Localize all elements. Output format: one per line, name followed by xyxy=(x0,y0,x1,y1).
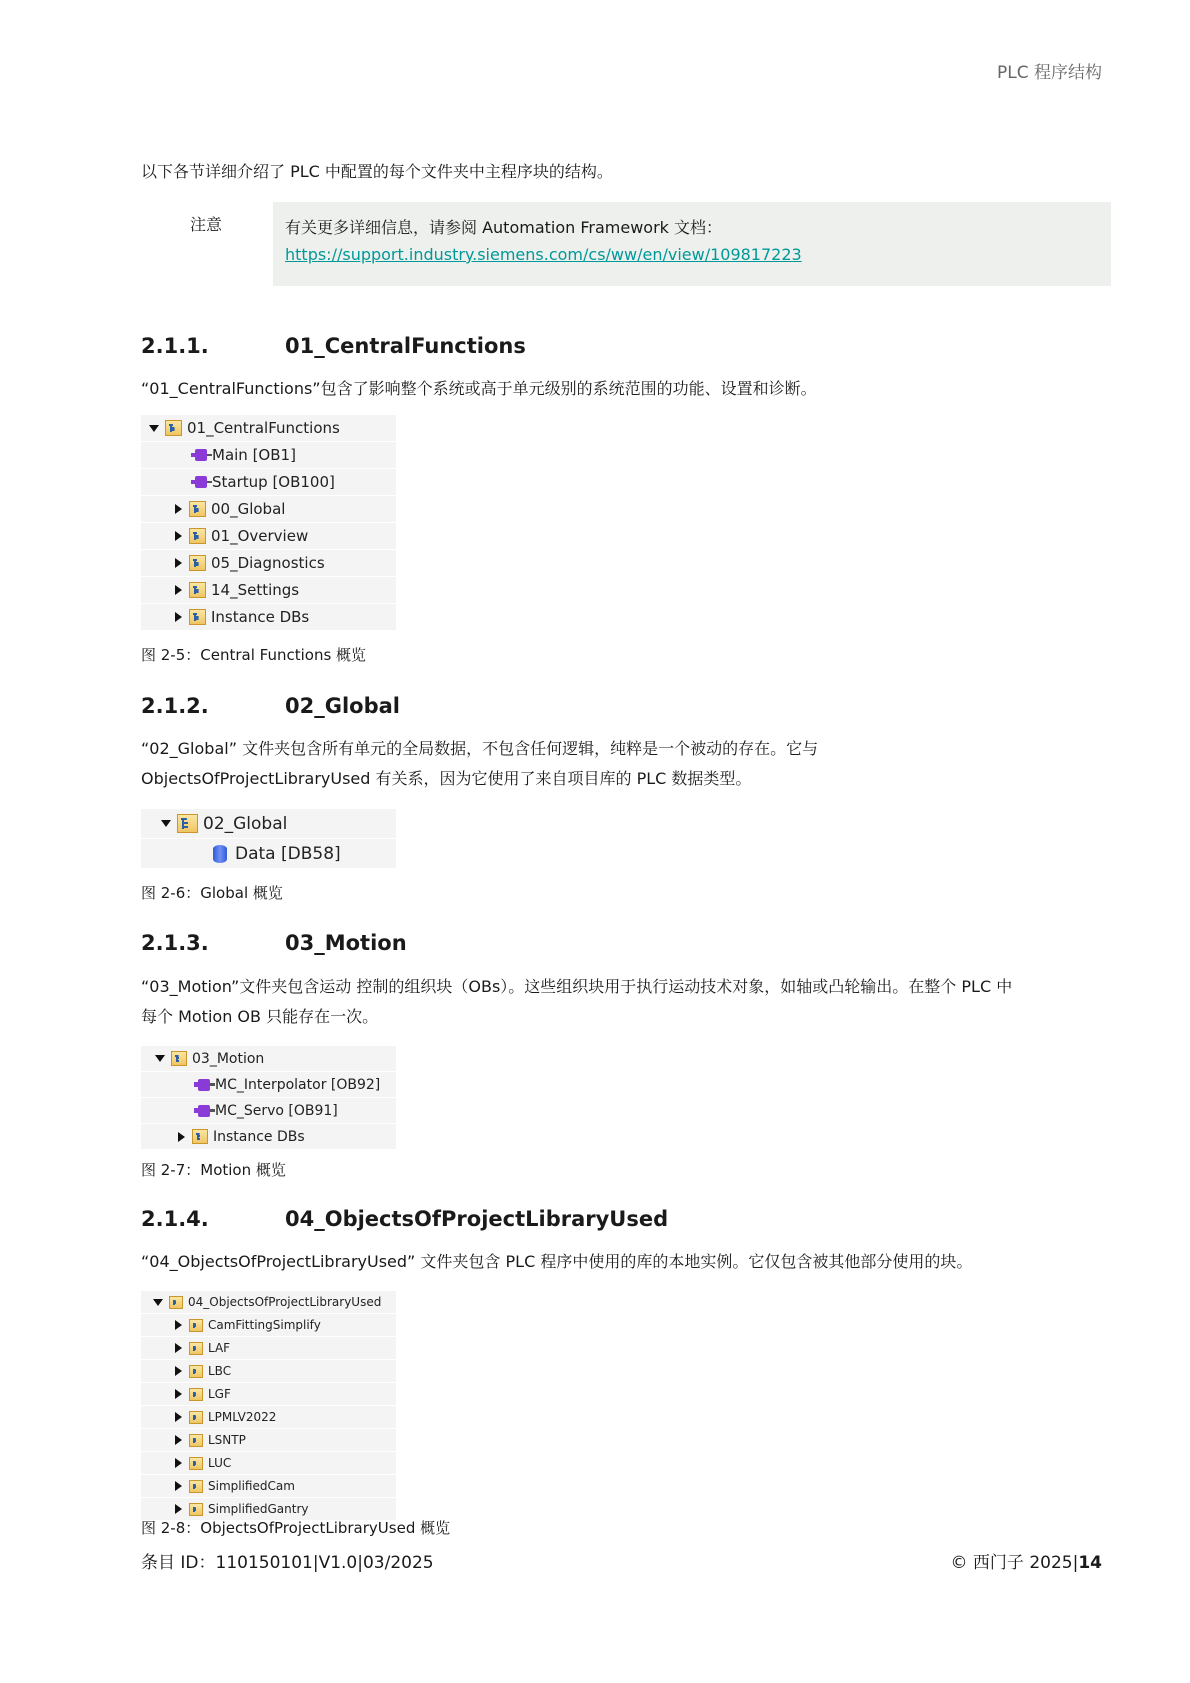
tree-item-label: LBC xyxy=(208,1364,232,1378)
figure-caption: 图 2-8：ObjectsOfProjectLibraryUsed 概览 xyxy=(141,1519,451,1537)
tree-item-label: Data [DB58] xyxy=(235,843,341,864)
tree-item[interactable] xyxy=(141,442,396,469)
expand-right-icon[interactable] xyxy=(175,531,182,541)
copyright: © 西门子 2025| xyxy=(950,1553,1079,1573)
expand-right-icon[interactable] xyxy=(175,558,182,568)
tree-item-label: Startup [OB100] xyxy=(212,473,335,491)
data-block-icon xyxy=(213,845,227,863)
tree-item-label: SimplifiedGantry xyxy=(208,1502,309,1516)
tree-item[interactable] xyxy=(141,1429,396,1452)
folder-icon xyxy=(171,1051,187,1066)
project-tree-central-functions xyxy=(141,415,396,631)
document-id: 条目 ID：110150101|V1.0|03/2025 xyxy=(141,1553,434,1573)
folder-icon xyxy=(189,501,206,517)
expand-right-icon[interactable] xyxy=(175,612,182,622)
section-title: 02_Global xyxy=(285,694,400,718)
folder-icon xyxy=(177,814,198,833)
section-number: 2.1.2. xyxy=(141,694,209,718)
tree-item-label: LPMLV2022 xyxy=(208,1410,277,1424)
expand-down-icon[interactable] xyxy=(161,820,171,827)
expand-right-icon[interactable] xyxy=(175,1435,182,1445)
figure-caption: 图 2-6：Global 概览 xyxy=(141,884,283,902)
tree-item[interactable] xyxy=(141,496,396,523)
folder-icon xyxy=(189,1365,203,1378)
section-body: “01_CentralFunctions”包含了影响整个系统或高于单元级别的系统范围的功能、设置和诊断。 xyxy=(141,379,817,398)
folder-icon xyxy=(189,1434,203,1447)
intro-paragraph: 以下各节详细介绍了 PLC 中配置的每个文件夹中主程序块的结构。 xyxy=(141,162,613,181)
tree-item-label: LUC xyxy=(208,1456,232,1470)
tree-item[interactable] xyxy=(141,1337,396,1360)
tree-item-label: LAF xyxy=(208,1341,231,1355)
tree-item[interactable] xyxy=(141,1452,396,1475)
folder-icon xyxy=(189,1411,203,1424)
tree-item[interactable] xyxy=(141,577,396,604)
tree-item-label: 00_Global xyxy=(211,500,286,518)
tree-item[interactable] xyxy=(141,839,396,869)
folder-icon xyxy=(189,1503,203,1516)
motion-organization-block-icon xyxy=(198,1105,210,1117)
tree-item[interactable] xyxy=(141,604,396,631)
tree-item[interactable] xyxy=(141,1314,396,1337)
tree-root[interactable] xyxy=(141,809,396,839)
expand-right-icon[interactable] xyxy=(175,1481,182,1491)
running-header: PLC 程序结构 xyxy=(997,63,1102,83)
expand-down-icon[interactable] xyxy=(155,1055,165,1062)
tree-item-label: MC_Servo [OB91] xyxy=(215,1102,338,1119)
tree-item-label: MC_Interpolator [OB92] xyxy=(215,1076,381,1093)
folder-icon xyxy=(169,1296,183,1309)
section-number: 2.1.3. xyxy=(141,931,209,955)
project-tree-motion xyxy=(141,1046,396,1150)
expand-right-icon[interactable] xyxy=(175,504,182,514)
tree-root-label: 02_Global xyxy=(203,813,288,834)
folder-icon xyxy=(189,1457,203,1470)
tree-item[interactable] xyxy=(141,1124,396,1150)
note-box xyxy=(273,202,1111,286)
section-title: 03_Motion xyxy=(285,931,407,955)
tree-item[interactable] xyxy=(141,1383,396,1406)
section-title: 01_CentralFunctions xyxy=(285,334,526,358)
expand-down-icon[interactable] xyxy=(149,425,159,432)
tree-root-label: 04_ObjectsOfProjectLibraryUsed xyxy=(188,1295,382,1309)
tree-item[interactable] xyxy=(141,1406,396,1429)
folder-icon xyxy=(189,1319,203,1332)
expand-down-icon[interactable] xyxy=(153,1299,163,1306)
expand-right-icon[interactable] xyxy=(175,1412,182,1422)
tree-item-label: LSNTP xyxy=(208,1433,246,1447)
note-text: 有关更多详细信息，请参阅 Automation Framework 文档： xyxy=(285,218,723,237)
tree-root-label: 03_Motion xyxy=(192,1050,265,1067)
folder-icon xyxy=(189,555,206,571)
tree-root[interactable] xyxy=(141,1291,396,1314)
organization-block-icon xyxy=(195,476,207,488)
expand-right-icon[interactable] xyxy=(175,1504,182,1514)
copyright-page xyxy=(951,1548,1102,1573)
tree-item[interactable] xyxy=(141,469,396,496)
tree-item-label: Instance DBs xyxy=(213,1128,305,1145)
section-title: 04_ObjectsOfProjectLibraryUsed xyxy=(285,1207,669,1231)
folder-icon xyxy=(189,1388,203,1401)
tree-item-label: 14_Settings xyxy=(211,581,300,599)
tree-root[interactable] xyxy=(141,1046,396,1072)
project-tree-global xyxy=(141,809,396,869)
tree-item[interactable] xyxy=(141,523,396,550)
note-link[interactable]: https://support.industry.siemens.com/cs/ww/en/view/109817223 xyxy=(285,245,802,264)
note-label: 注意 xyxy=(190,215,223,234)
expand-right-icon[interactable] xyxy=(175,1458,182,1468)
folder-icon xyxy=(189,1342,203,1355)
section-body: “04_ObjectsOfProjectLibraryUsed” 文件夹包含 PLC 程序中使用的库的本地实例。它仅包含被其他部分使用的块。 xyxy=(141,1252,973,1271)
tree-item[interactable] xyxy=(141,550,396,577)
expand-right-icon[interactable] xyxy=(175,1366,182,1376)
project-tree-library-objects xyxy=(141,1291,396,1521)
tree-root-label: 01_CentralFunctions xyxy=(187,419,340,437)
tree-item[interactable] xyxy=(141,1360,396,1383)
tree-item-label: 05_Diagnostics xyxy=(211,554,325,572)
tree-item[interactable] xyxy=(141,1475,396,1498)
tree-item-label: SimplifiedCam xyxy=(208,1479,295,1493)
figure-caption: 图 2-7：Motion 概览 xyxy=(141,1161,286,1179)
section-number: 2.1.1. xyxy=(141,334,209,358)
organization-block-icon xyxy=(195,449,207,461)
folder-icon xyxy=(189,528,206,544)
tree-item[interactable] xyxy=(141,1098,396,1124)
motion-organization-block-icon xyxy=(198,1079,210,1091)
tree-item-label: Main [OB1] xyxy=(212,446,296,464)
section-body-line: ObjectsOfProjectLibraryUsed 有关系，因为它使用了来自项目库的 PLC 数据类型。 xyxy=(141,769,752,788)
tree-item-label: CamFittingSimplify xyxy=(208,1318,321,1332)
tree-item-label: 01_Overview xyxy=(211,527,309,545)
expand-right-icon[interactable] xyxy=(175,585,182,595)
section-body xyxy=(141,972,1101,1032)
tree-item[interactable] xyxy=(141,1072,396,1098)
folder-icon xyxy=(189,582,206,598)
expand-right-icon[interactable] xyxy=(175,1320,182,1330)
tree-root[interactable] xyxy=(141,415,396,442)
expand-right-icon[interactable] xyxy=(175,1343,182,1353)
folder-icon xyxy=(192,1129,208,1144)
page-number: 14 xyxy=(1078,1553,1102,1573)
section-body-line: “02_Global” 文件夹包含所有单元的全局数据，不包含任何逻辑，纯粹是一个被动的存在。它与 xyxy=(141,739,819,758)
figure-caption: 图 2-5：Central Functions 概览 xyxy=(141,646,367,664)
expand-right-icon[interactable] xyxy=(178,1132,185,1142)
section-body-line: “03_Motion”文件夹包含运动 控制的组织块（OBs）。这些组织块用于执行运动技术对象，如轴或凸轮输出。在整个 PLC 中 xyxy=(141,977,1013,996)
folder-icon xyxy=(189,609,206,625)
tree-item-label: LGF xyxy=(208,1387,231,1401)
section-number: 2.1.4. xyxy=(141,1207,209,1231)
section-body xyxy=(141,734,1101,794)
tree-item-label: Instance DBs xyxy=(211,608,310,626)
folder-icon xyxy=(165,420,182,436)
expand-right-icon[interactable] xyxy=(175,1389,182,1399)
folder-icon xyxy=(189,1480,203,1493)
section-body-line: 每个 Motion OB 只能存在一次。 xyxy=(141,1007,379,1026)
